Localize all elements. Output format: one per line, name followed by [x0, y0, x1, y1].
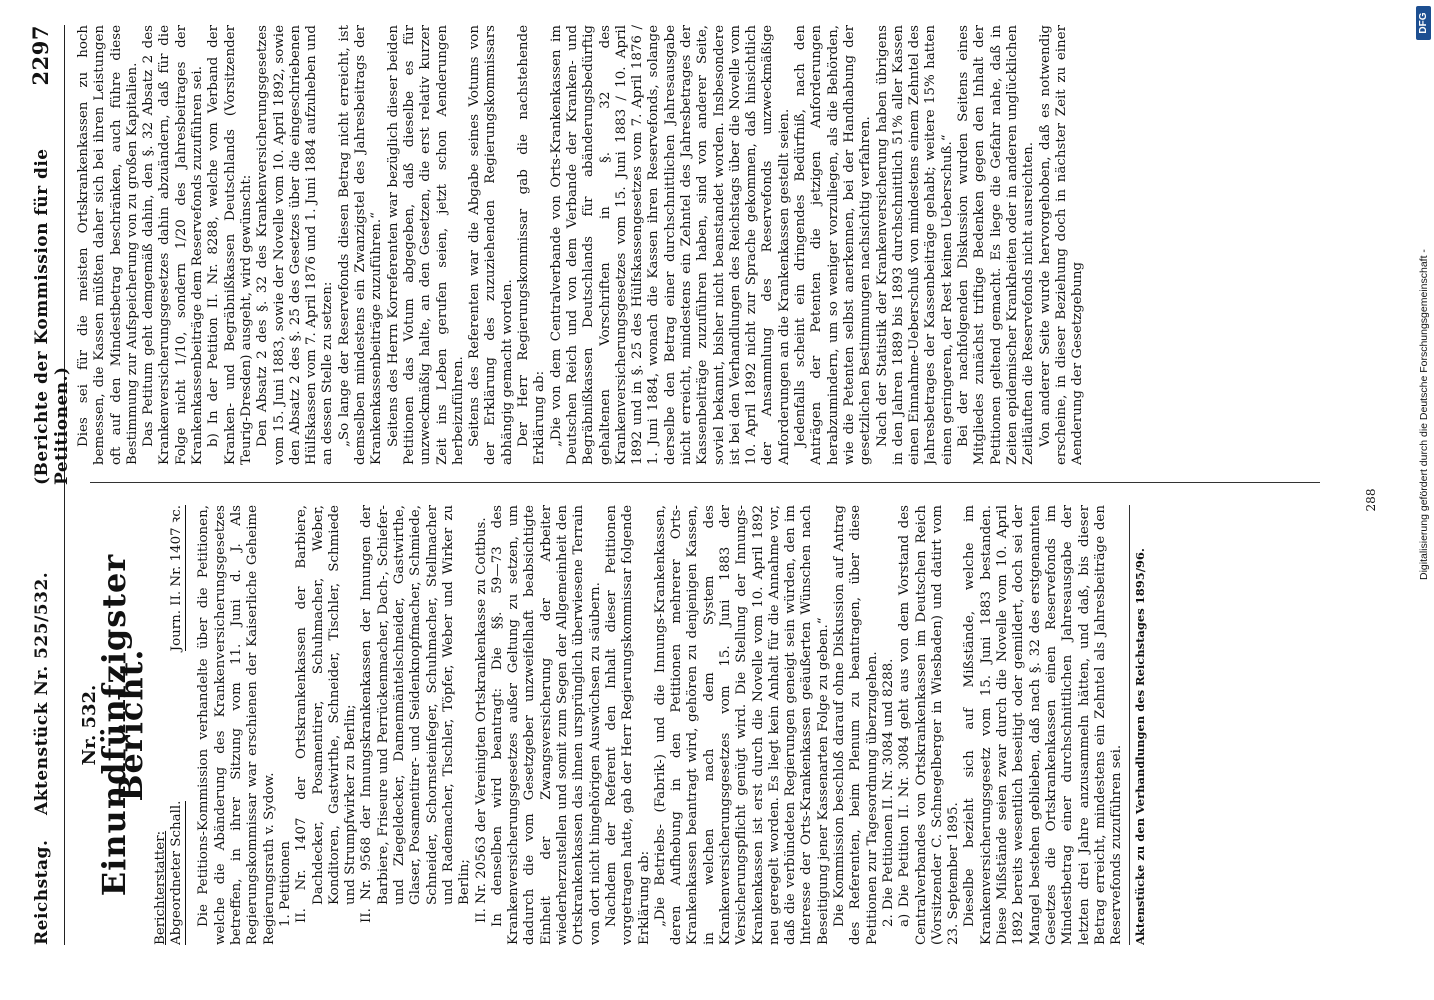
- digitization-text: Digitalisierung gefördert durch die Deutsche Forschungsgemeinschaft -: [1418, 249, 1430, 580]
- rotated-page: [8, 0, 1408, 1000]
- paragraph: Von anderer Seite wurde hervorgehoben, daß es notwendig erscheine, in dieser Beziehung doch in nächster Zeit zu einer Aenderung der Gesetzgebung: [1037, 25, 1086, 465]
- dfg-logo: DFG: [1416, 6, 1431, 40]
- paragraph: Nach der Statistik der Krankenversicherung haben übrigens in den Jahren 1889 bis 1893 durchschnittlich 51% aller Kassen einen Einnahme-Ueberschuß von mindestens einem Zehntel des Jahresbetrages der Kassenbeiträge gehabt; weitere 15% hatten einen geringeren, der Rest keinen Ueberschuß.“: [874, 25, 955, 465]
- paragraph: Nachdem der Referent den Inhalt dieser Petitionen vorgetragen hatte, gab der Herr Regierungskommissar folgende Erklärung ab:: [603, 505, 652, 945]
- petition-item: II. Nr. 1407 der Ortskrankenkassen der Barbiere, Dachdecker, Posamentirer, Schuhmacher, Weber, Konditoren, Gastwirthe, Schneider, Tischler, Schmiede und Strumpfwirker zu Berlin;: [294, 505, 359, 923]
- paragraph: Dieselbe bezieht sich auf Mißstände, welche im Krankenversicherungsgesetz vom 15. Juni 1883 bestanden. Diese Mißstände seien zwar durch die Novelle vom 10. April 1892 bereits wesentlich beseitigt oder gemildert, doch sei der Mangel bestehen geblieben, daß nach §. 32 des erstgenannten Gesetzes die Ortskrankenkassen einen Reservefonds im Mindestbetrag einer durchschnittlichen Jahresausgabe der letzten drei Jahre anzusammeln hätten, und daß, bis dieser Betrag erreicht, mindestens ein Zehntel als Jahresbeiträge den Reservefonds zuzuführen sei.: [962, 505, 1125, 945]
- journal-number: Journ. II. Nr. 1407 ꝛc.: [169, 505, 186, 651]
- page-header: [26, 25, 72, 945]
- petition-item: II. Nr. 20563 der Vereinigten Ortskrankenkasse zu Cottbus.: [473, 517, 489, 923]
- header-section: (Berichte der Kommission für die Petitionen.): [32, 148, 72, 485]
- column-divider: [90, 482, 1320, 483]
- paragraph: Dies sei für die meisten Ortskrankenkassen zu hoch bemessen, die Kassen müßten daher sich bei ihren Leistungen oft auf den Mindestbetrag beschränken, auch führe diese Bestimmung zur Aufspeicherung von zu großen Kapitalien.: [76, 25, 140, 465]
- digitization-credit-inner: [1415, 0, 1434, 1000]
- petition-item: II. Nr. 9568 der Innungskrankenkassen der Innungen der Barbiere, Friseure und Perrückenmacher, Dach-, Schiefer- und Ziegeldecker, Damenmäntelschneider, Gastwirthe, Glaser, Posamentirer- und Seidenknopfmacher, Schmiede, Schneider, Schornsteinfeger, Schuhmacher, Stellmacher und Rademacher, Tischler, Töpfer, Weber und Wirker zu Berlin;: [359, 505, 473, 923]
- reporter-head: Berichterstatter:: [152, 830, 168, 945]
- header-document-number: Aktenstück Nr. 525/532.: [32, 571, 52, 815]
- reporter-row: [169, 505, 186, 945]
- paragraph: Die Petitions-Kommission verhandelte über die Petitionen, welche die Abänderung des Krankenversicherungsgesetzes betreffen, in ihrer Sitzung vom 11. Juni d. J. Als Regierungskommissar war erschienen der Kaiserliche Geheime Regierungsrath v. Sydow.: [196, 505, 277, 945]
- paragraph: Das Petitum geht demgemäß dahin, den §. 32 Absatz 2 des Krankenversicherungsgesetzes dahin abzuändern, daß für die Folge nicht 1/10, sondern 1/20 des Jahresbeitrages der Krankenkassenbeiträge dem Reservefonds zuzuführen sei.: [141, 25, 206, 465]
- report-title: Einundfünfzigster Bericht.: [95, 553, 150, 897]
- paragraph: Seitens des Referenten war die Abgabe seines Votums von der Erklärung des zuzuziehenden Regierungskommissars abhängig gemacht worden.: [467, 25, 515, 465]
- paragraph: Bei der nachfolgenden Diskussion wurden Seitens eines Mitgliedes zunächst triftige Bedenken gegen den Inhalt der Petitionen geltend gemacht. Es liege die Gefahr nahe, daß in Zeiten epidemischer Krankheiten oder in anderen unglücklichen Zeitläuften die Reservefonds nicht ausreichten.: [956, 25, 1037, 465]
- paragraph: In denselben wird beantragt: Die §§. 59—73 des Krankenversicherungsgesetzes außer Geltung zu setzen, um dadurch die vom Gesetzgeber unzweifelhaft beabsichtigte Einheit der Zwangsversicherung der Arbeiter wiederherzustellen und somit zum Segen der Allgemeinheit den Ortskrankenkassen das ihnen ursprünglich überwiesene Terrain von dort nicht hingehörigen Auswüchsen zu säubern.: [489, 505, 603, 945]
- paragraph: Seitens des Herrn Korreferenten war bezüglich dieser beiden Petitionen das Votum abgegeben, daß dieselbe es für unzweckmäßig halte, an den Gesetzen, die erst relativ kurzer Zeit ins Leben gerufen seien, jetzt schon Aenderungen herbeizuführen.: [385, 25, 466, 465]
- footer-note: Aktenstücke zu den Verhandlungen des Reichstages 1895/96.: [1129, 505, 1148, 945]
- paragraph: a) Die Petition II. Nr. 3084 geht aus von dem Vorstand des Centralverbandes von Ortskrankenkassen im Deutschen Reich (Vorsitzender C. Schnegelberger in Wiesbaden) und datirt vom 23. September 1895.: [897, 505, 962, 945]
- paragraph: 2. Die Petitionen II. Nr. 3084 und 8288.: [880, 658, 896, 927]
- paragraph: Der Herr Regierungskommissar gab die nachstehende Erklärung ab:: [516, 25, 548, 465]
- page-signature: 288: [1364, 488, 1378, 512]
- paragraph: Den Absatz 2 des §. 32 des Krankenversicherungsgesetzes vom 15. Juni 1883, sowie der Novelle vom 10. April 1892, sowie den Absatz 2 des §. 25 des Gesetzes über die eingeschriebenen Hülfskassen vom 7. April 1876 und 1. Juni 1884 aufzuheben und an dessen Stelle zu setzen:: [255, 25, 336, 465]
- quote: „So lange der Reservefonds diesen Betrag nicht erreicht, ist demselben mindestens ein Zwanzigstel des Jahresbeitrags der Krankenkassenbeiträge zuzuführen.“: [336, 25, 385, 465]
- reporter-block: [153, 505, 187, 945]
- header-left: Reichstag.: [32, 839, 52, 945]
- paragraph: Die Kommission beschloß darauf ohne Diskussion auf Antrag des Referenten, beim Plenum zu beantragen, über diese Petitionen zur Tagesordnung überzugehen.: [832, 505, 880, 945]
- digitization-credit: [1415, 0, 1434, 1000]
- quote: „Die Betriebs- (Fabrik-) und die Innungs-Krankenkassen, deren Aufhebung in den Petitionen mehrerer Orts-Krankenkassen beantragt wird, gehören zu denjenigen Kassen, in welchen nach dem System des Krankenversicherungsgesetzes vom 15. Juni 1883 der Versicherungspflicht genügt wird. Die Stellung der Innungs-Krankenkassen ist erst durch die Novelle vom 10. April 1892 neu geregelt worden. Es liegt kein Anhalt für die Annahme vor, daß die verbündeten Regierungen geneigt sein würden, den im Interesse der Orts-Krankenkassen geäußerten Wünschen nach Beseitigung jener Kassenarten Folge zu geben.“: [652, 505, 831, 945]
- reporter-name: Abgeordneter Schall.: [169, 801, 186, 945]
- left-column: [76, 505, 1346, 945]
- paragraph: 1. Petitionen: [277, 841, 293, 927]
- document-nr: Nr. 532.: [79, 684, 100, 766]
- paragraph: Jedenfalls scheint ein dringendes Bedürfniß, nach den Anträgen der Petenten die jetzigen Anforderungen herabzumindern, um so weniger vorzuliegen, als die Behörden, wie die Petenten selbst anerkennen, bei der Handhabung der gesetzlichen Bestimmungen nachsichtig verfahren.: [793, 25, 874, 465]
- right-column: [76, 25, 1346, 465]
- page-number: 2297: [28, 25, 53, 86]
- quote: „Die von dem Centralverbande von Orts-Krankenkassen im Deutschen Reich und von dem Verbande der Kranken- und Begräbnißkassen Deutschlands für abänderungsbedürftig gehaltenen Vorschriften in §. 32 des Krankenversicherungsgesetzes vom 15. Juni 1883 / 10. April 1892 und in §. 25 des Hülfskassengesetzes vom 7. April 1876 / 1. Juni 1884, wonach die Kassen ihren Reservefonds, solange derselbe den Betrag einer durchschnittlichen Jahresausgabe nicht erreicht, mindestens ein Zehntel des Jahresbetrages der Kassenbeiträge zuzuführen haben, sind von anderer Seite, soviel bekannt, bisher nicht beanstandet worden. Insbesondere ist bei den Verhandlungen des Reichstags über die Novelle vom 10. April 1892 nicht zur Sprache gekommen, daß hinsichtlich der Ansammlung des Reservefonds unzweckmäßige Anforderungen an die Krankenkassen gestellt seien.: [548, 25, 792, 465]
- paragraph: b) In der Petition II. Nr. 8288, welche vom Verband der Kranken- und Begräbnißkassen Deutschlands (Vorsitzender Teurig-Dresden) ausgeht, wird gewünscht:: [206, 25, 254, 465]
